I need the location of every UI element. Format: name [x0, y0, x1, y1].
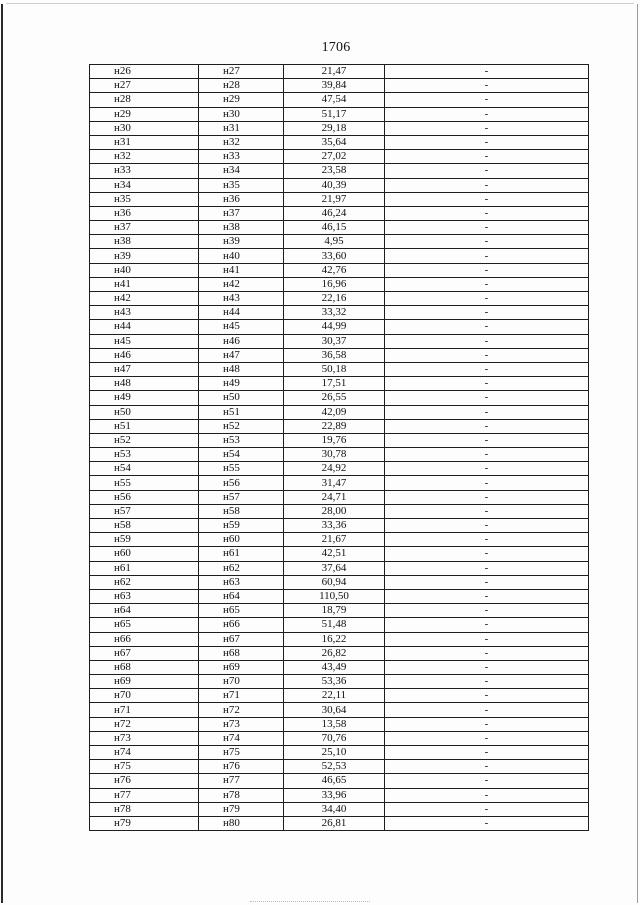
to-point-cell: н67 — [199, 632, 284, 646]
note-cell: - — [385, 277, 589, 291]
table-row — [90, 235, 589, 249]
table-row — [90, 646, 589, 660]
segment-length-cell: 34,40 — [284, 802, 385, 816]
to-point-cell: н36 — [199, 192, 284, 206]
to-point-cell: н58 — [199, 504, 284, 518]
from-point-cell: н79 — [90, 816, 199, 830]
from-point-cell: н29 — [90, 107, 199, 121]
page-number: 1706 — [321, 40, 351, 55]
to-point-cell: н39 — [199, 235, 284, 249]
segment-length-cell: 21,97 — [284, 192, 385, 206]
segment-length-cell: 53,36 — [284, 675, 385, 689]
from-point-cell: н45 — [90, 334, 199, 348]
to-point-cell: н77 — [199, 774, 284, 788]
from-point-cell: н34 — [90, 178, 199, 192]
from-point-cell: н71 — [90, 703, 199, 717]
table-row — [90, 816, 589, 830]
note-cell: - — [385, 675, 589, 689]
to-point-cell: н68 — [199, 646, 284, 660]
table-row — [90, 731, 589, 745]
note-cell: - — [385, 490, 589, 504]
table-row — [90, 164, 589, 178]
to-point-cell: н32 — [199, 135, 284, 149]
table-row — [90, 150, 589, 164]
table-row — [90, 433, 589, 447]
from-point-cell: н54 — [90, 462, 199, 476]
from-point-cell: н59 — [90, 533, 199, 547]
to-point-cell: н46 — [199, 334, 284, 348]
note-cell: - — [385, 178, 589, 192]
from-point-cell: н72 — [90, 717, 199, 731]
to-point-cell: н79 — [199, 802, 284, 816]
from-point-cell: н39 — [90, 249, 199, 263]
to-point-cell: н73 — [199, 717, 284, 731]
note-cell: - — [385, 263, 589, 277]
segment-length-cell: 29,18 — [284, 121, 385, 135]
segment-length-cell: 26,55 — [284, 391, 385, 405]
table-row — [90, 65, 589, 79]
segment-length-cell: 22,89 — [284, 419, 385, 433]
from-point-cell: н48 — [90, 377, 199, 391]
segment-length-cell: 60,94 — [284, 575, 385, 589]
to-point-cell: н49 — [199, 377, 284, 391]
note-cell: - — [385, 731, 589, 745]
from-point-cell: н30 — [90, 121, 199, 135]
from-point-cell: н66 — [90, 632, 199, 646]
to-point-cell: н53 — [199, 433, 284, 447]
note-cell: - — [385, 646, 589, 660]
table-row — [90, 689, 589, 703]
segment-length-cell: 50,18 — [284, 362, 385, 376]
to-point-cell: н62 — [199, 561, 284, 575]
table-row — [90, 391, 589, 405]
table-row — [90, 277, 589, 291]
boundary-segments-table — [89, 64, 589, 831]
note-cell: - — [385, 575, 589, 589]
from-point-cell: н52 — [90, 433, 199, 447]
note-cell: - — [385, 774, 589, 788]
table-row — [90, 476, 589, 490]
note-cell: - — [385, 405, 589, 419]
to-point-cell: н35 — [199, 178, 284, 192]
note-cell: - — [385, 334, 589, 348]
table-row — [90, 79, 589, 93]
note-cell: - — [385, 618, 589, 632]
note-cell: - — [385, 547, 589, 561]
to-point-cell: н54 — [199, 448, 284, 462]
segment-length-cell: 25,10 — [284, 746, 385, 760]
from-point-cell: н61 — [90, 561, 199, 575]
table-row — [90, 405, 589, 419]
to-point-cell: н28 — [199, 79, 284, 93]
from-point-cell: н42 — [90, 292, 199, 306]
to-point-cell: н74 — [199, 731, 284, 745]
to-point-cell: н69 — [199, 660, 284, 674]
note-cell: - — [385, 192, 589, 206]
from-point-cell: н26 — [90, 65, 199, 79]
from-point-cell: н55 — [90, 476, 199, 490]
from-point-cell: н31 — [90, 135, 199, 149]
segment-length-cell: 33,96 — [284, 788, 385, 802]
from-point-cell: н74 — [90, 746, 199, 760]
note-cell: - — [385, 221, 589, 235]
table-row — [90, 448, 589, 462]
table-row — [90, 589, 589, 603]
page-top-edge — [6, 3, 634, 4]
from-point-cell: н70 — [90, 689, 199, 703]
note-cell: - — [385, 235, 589, 249]
table-row — [90, 604, 589, 618]
note-cell: - — [385, 788, 589, 802]
to-point-cell: н37 — [199, 206, 284, 220]
segment-length-cell: 70,76 — [284, 731, 385, 745]
note-cell: - — [385, 377, 589, 391]
to-point-cell: н48 — [199, 362, 284, 376]
note-cell: - — [385, 448, 589, 462]
from-point-cell: н40 — [90, 263, 199, 277]
to-point-cell: н66 — [199, 618, 284, 632]
to-point-cell: н29 — [199, 93, 284, 107]
to-point-cell: н60 — [199, 533, 284, 547]
to-point-cell: н45 — [199, 320, 284, 334]
segment-length-cell: 23,58 — [284, 164, 385, 178]
segment-length-cell: 28,00 — [284, 504, 385, 518]
to-point-cell: н34 — [199, 164, 284, 178]
from-point-cell: н46 — [90, 348, 199, 362]
segment-length-cell: 33,36 — [284, 519, 385, 533]
segment-length-cell: 40,39 — [284, 178, 385, 192]
segment-length-cell: 33,60 — [284, 249, 385, 263]
to-point-cell: н47 — [199, 348, 284, 362]
page-right-edge — [637, 4, 638, 903]
segment-length-cell: 42,76 — [284, 263, 385, 277]
segment-length-cell: 22,16 — [284, 292, 385, 306]
table-row — [90, 519, 589, 533]
note-cell: - — [385, 206, 589, 220]
table-row — [90, 618, 589, 632]
note-cell: - — [385, 504, 589, 518]
note-cell: - — [385, 561, 589, 575]
from-point-cell: н60 — [90, 547, 199, 561]
table-row — [90, 703, 589, 717]
to-point-cell: н52 — [199, 419, 284, 433]
from-point-cell: н63 — [90, 589, 199, 603]
segment-length-cell: 16,22 — [284, 632, 385, 646]
from-point-cell: н75 — [90, 760, 199, 774]
to-point-cell: н40 — [199, 249, 284, 263]
segment-length-cell: 22,11 — [284, 689, 385, 703]
from-point-cell: н65 — [90, 618, 199, 632]
segment-length-cell: 33,32 — [284, 306, 385, 320]
from-point-cell: н44 — [90, 320, 199, 334]
from-point-cell: н69 — [90, 675, 199, 689]
note-cell: - — [385, 306, 589, 320]
segment-length-cell: 110,50 — [284, 589, 385, 603]
from-point-cell: н37 — [90, 221, 199, 235]
table-row — [90, 362, 589, 376]
table-row — [90, 547, 589, 561]
segment-length-cell: 43,49 — [284, 660, 385, 674]
note-cell: - — [385, 760, 589, 774]
note-cell: - — [385, 150, 589, 164]
segment-length-cell: 36,58 — [284, 348, 385, 362]
note-cell: - — [385, 476, 589, 490]
note-cell: - — [385, 717, 589, 731]
note-cell: - — [385, 65, 589, 79]
to-point-cell: н64 — [199, 589, 284, 603]
table-row — [90, 575, 589, 589]
table-row — [90, 760, 589, 774]
segment-length-cell: 35,64 — [284, 135, 385, 149]
to-point-cell: н76 — [199, 760, 284, 774]
note-cell: - — [385, 589, 589, 603]
table-row — [90, 377, 589, 391]
to-point-cell: н57 — [199, 490, 284, 504]
from-point-cell: н53 — [90, 448, 199, 462]
note-cell: - — [385, 689, 589, 703]
note-cell: - — [385, 519, 589, 533]
note-cell: - — [385, 362, 589, 376]
page-left-edge — [1, 4, 3, 903]
from-point-cell: н58 — [90, 519, 199, 533]
table-row — [90, 178, 589, 192]
segment-length-cell: 26,82 — [284, 646, 385, 660]
to-point-cell: н78 — [199, 788, 284, 802]
segment-length-cell: 13,58 — [284, 717, 385, 731]
to-point-cell: н80 — [199, 816, 284, 830]
segment-length-cell: 51,17 — [284, 107, 385, 121]
segment-length-cell: 37,64 — [284, 561, 385, 575]
segment-length-cell: 18,79 — [284, 604, 385, 618]
to-point-cell: н55 — [199, 462, 284, 476]
note-cell: - — [385, 135, 589, 149]
segment-length-cell: 42,09 — [284, 405, 385, 419]
from-point-cell: н51 — [90, 419, 199, 433]
segment-length-cell: 46,65 — [284, 774, 385, 788]
table-row — [90, 135, 589, 149]
note-cell: - — [385, 632, 589, 646]
segment-length-cell: 30,37 — [284, 334, 385, 348]
segment-length-cell: 30,64 — [284, 703, 385, 717]
note-cell: - — [385, 419, 589, 433]
to-point-cell: н43 — [199, 292, 284, 306]
segment-length-cell: 21,67 — [284, 533, 385, 547]
segment-length-cell: 46,15 — [284, 221, 385, 235]
note-cell: - — [385, 93, 589, 107]
table-row — [90, 93, 589, 107]
table-row — [90, 419, 589, 433]
from-point-cell: н64 — [90, 604, 199, 618]
segment-length-cell: 51,48 — [284, 618, 385, 632]
to-point-cell: н42 — [199, 277, 284, 291]
from-point-cell: н50 — [90, 405, 199, 419]
note-cell: - — [385, 348, 589, 362]
table-row — [90, 121, 589, 135]
segment-length-cell: 4,95 — [284, 235, 385, 249]
from-point-cell: н62 — [90, 575, 199, 589]
note-cell: - — [385, 79, 589, 93]
table-row — [90, 107, 589, 121]
note-cell: - — [385, 107, 589, 121]
from-point-cell: н49 — [90, 391, 199, 405]
to-point-cell: н56 — [199, 476, 284, 490]
segment-length-cell: 24,92 — [284, 462, 385, 476]
table-row — [90, 802, 589, 816]
from-point-cell: н73 — [90, 731, 199, 745]
table-row — [90, 206, 589, 220]
from-point-cell: н43 — [90, 306, 199, 320]
table-body — [90, 65, 589, 831]
to-point-cell: н33 — [199, 150, 284, 164]
table-row — [90, 334, 589, 348]
note-cell: - — [385, 802, 589, 816]
from-point-cell: н76 — [90, 774, 199, 788]
note-cell: - — [385, 292, 589, 306]
table-row — [90, 249, 589, 263]
table-row — [90, 788, 589, 802]
segment-length-cell: 44,99 — [284, 320, 385, 334]
from-point-cell: н28 — [90, 93, 199, 107]
to-point-cell: н72 — [199, 703, 284, 717]
from-point-cell: н77 — [90, 788, 199, 802]
from-point-cell: н35 — [90, 192, 199, 206]
segment-length-cell: 46,24 — [284, 206, 385, 220]
table-row — [90, 221, 589, 235]
to-point-cell: н44 — [199, 306, 284, 320]
from-point-cell: н33 — [90, 164, 199, 178]
note-cell: - — [385, 660, 589, 674]
note-cell: - — [385, 746, 589, 760]
table-row — [90, 490, 589, 504]
to-point-cell: н63 — [199, 575, 284, 589]
segment-length-cell: 24,71 — [284, 490, 385, 504]
note-cell: - — [385, 533, 589, 547]
segment-length-cell: 19,76 — [284, 433, 385, 447]
note-cell: - — [385, 462, 589, 476]
segment-length-cell: 27,02 — [284, 150, 385, 164]
table-row — [90, 675, 589, 689]
segment-length-cell: 31,47 — [284, 476, 385, 490]
from-point-cell: н36 — [90, 206, 199, 220]
segment-length-cell: 47,54 — [284, 93, 385, 107]
table-row — [90, 192, 589, 206]
from-point-cell: н57 — [90, 504, 199, 518]
table-row — [90, 320, 589, 334]
note-cell: - — [385, 320, 589, 334]
table-row — [90, 263, 589, 277]
segment-length-cell: 52,53 — [284, 760, 385, 774]
to-point-cell: н50 — [199, 391, 284, 405]
from-point-cell: н56 — [90, 490, 199, 504]
page-bottom-mark — [250, 901, 370, 902]
to-point-cell: н59 — [199, 519, 284, 533]
segment-length-cell: 39,84 — [284, 79, 385, 93]
note-cell: - — [385, 164, 589, 178]
from-point-cell: н41 — [90, 277, 199, 291]
table-row — [90, 348, 589, 362]
table-row — [90, 533, 589, 547]
table-row — [90, 462, 589, 476]
from-point-cell: н38 — [90, 235, 199, 249]
to-point-cell: н70 — [199, 675, 284, 689]
note-cell: - — [385, 604, 589, 618]
segment-length-cell: 42,51 — [284, 547, 385, 561]
table-row — [90, 660, 589, 674]
note-cell: - — [385, 121, 589, 135]
to-point-cell: н71 — [199, 689, 284, 703]
note-cell: - — [385, 249, 589, 263]
table-row — [90, 746, 589, 760]
segment-length-cell: 21,47 — [284, 65, 385, 79]
to-point-cell: н61 — [199, 547, 284, 561]
to-point-cell: н51 — [199, 405, 284, 419]
to-point-cell: н65 — [199, 604, 284, 618]
to-point-cell: н27 — [199, 65, 284, 79]
from-point-cell: н47 — [90, 362, 199, 376]
table-row — [90, 306, 589, 320]
to-point-cell: н31 — [199, 121, 284, 135]
to-point-cell: н41 — [199, 263, 284, 277]
table-row — [90, 292, 589, 306]
table-row — [90, 774, 589, 788]
from-point-cell: н68 — [90, 660, 199, 674]
segment-length-cell: 17,51 — [284, 377, 385, 391]
table-row — [90, 504, 589, 518]
segment-length-cell: 16,96 — [284, 277, 385, 291]
from-point-cell: н27 — [90, 79, 199, 93]
to-point-cell: н75 — [199, 746, 284, 760]
table-row — [90, 632, 589, 646]
segment-length-cell: 30,78 — [284, 448, 385, 462]
note-cell: - — [385, 391, 589, 405]
segment-length-cell: 26,81 — [284, 816, 385, 830]
note-cell: - — [385, 703, 589, 717]
to-point-cell: н38 — [199, 221, 284, 235]
table-row — [90, 561, 589, 575]
note-cell: - — [385, 816, 589, 830]
to-point-cell: н30 — [199, 107, 284, 121]
table-row — [90, 717, 589, 731]
note-cell: - — [385, 433, 589, 447]
from-point-cell: н78 — [90, 802, 199, 816]
from-point-cell: н32 — [90, 150, 199, 164]
from-point-cell: н67 — [90, 646, 199, 660]
